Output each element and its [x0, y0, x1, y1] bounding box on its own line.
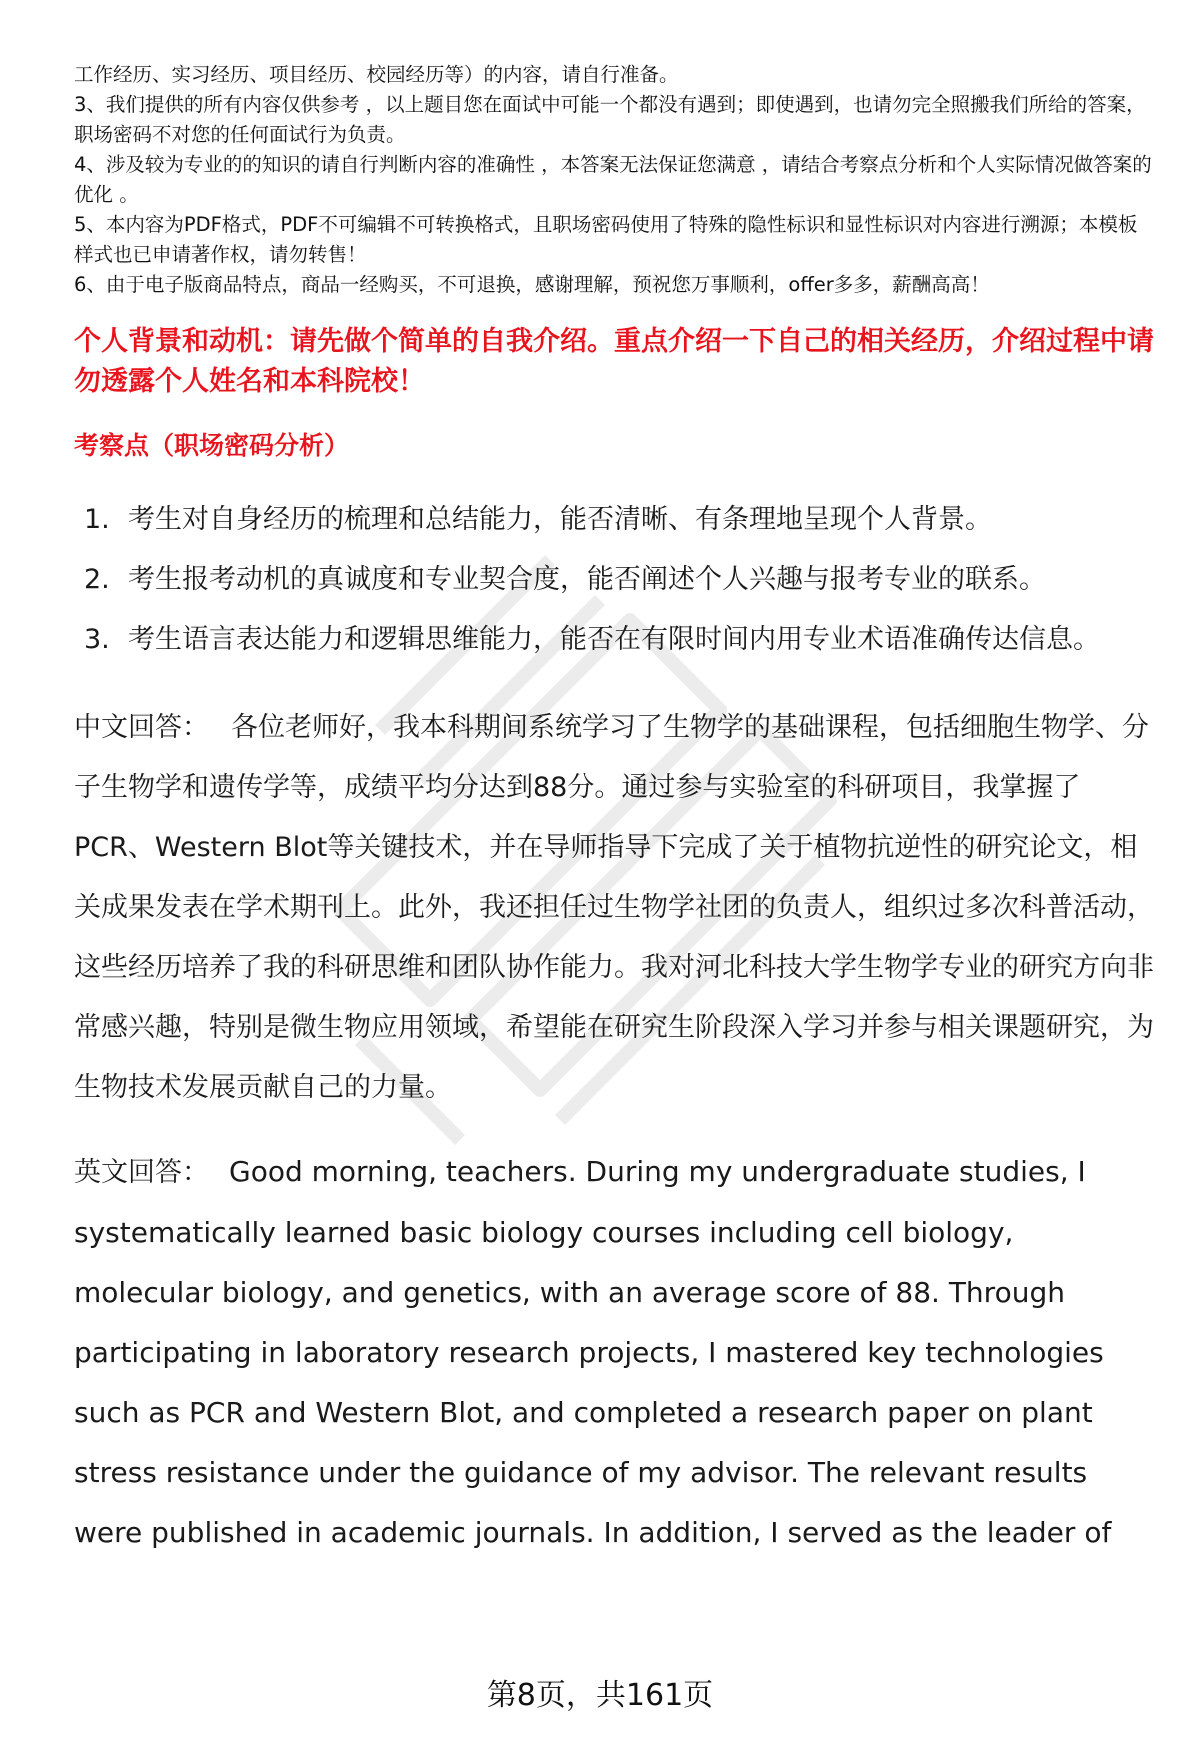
chinese-answer-label: 中文回答： — [74, 712, 209, 743]
analysis-points-list — [74, 490, 1154, 670]
list-item — [74, 550, 1154, 610]
note-line: 4、涉及较为专业的的知识的请自行判断内容的准确性 ，本答案无法保证您满意 ，请结合考察点分析和个人实际情况做答案的优化 。 — [74, 153, 1152, 206]
note-line: 5、本内容为PDF格式，PDF不可编辑不可转换格式，且职场密码使用了特殊的隐性标识和显性标识对内容进行溯源；本模板样式也已申请著作权，请勿转售！ — [74, 213, 1138, 266]
list-item — [74, 490, 1154, 550]
chinese-answer-text: 各位老师好，我本科期间系统学习了生物学的基础课程，包括细胞生物学、分子生物学和遗传学等，成绩平均分达到88分。通过参与实验室的科研项目，我掌握了PCR、Western Blot等关键技术，并在导师指导下完成了关于植物抗逆性的研究论文，相关成果发表在学术期刊上。此外，我还担任过生物学社团的负责人，组织过多次科普活动，这些经历培养了我的科研思维和团队协作能力。我对河北科技大学生物学专业的研究方向非常感兴趣，特别是微生物应用领域，希望能在研究生阶段深入学习并参与相关课题研究，为生物技术发展贡献自己的力量。 — [74, 712, 1154, 1103]
english-answer-text: Good morning, teachers. During my undergraduate studies, I systematically learned basic biology courses including cell biology, molecular biology, and genetics, with an average score of 88. Through participating in laboratory research projects, I mastered key technologies such as PCR and Western Blot, and completed a research paper on plant stress resistance under the guidance of my advisor. The relevant results were published in academic journals. In addition, I served as the leader of — [74, 1155, 1112, 1549]
question-title: 个人背景和动机：请先做个简单的自我介绍。重点介绍一下自己的相关经历，介绍过程中请勿透露个人姓名和本科院校！ — [74, 326, 1154, 397]
note-line: 6、由于电子版商品特点，商品一经购买，不可退换，感谢理解，预祝您万事顺利，offer多多，薪酬高高！ — [74, 273, 990, 296]
list-item-number: 1. — [84, 504, 110, 535]
list-item-text: 考生对自身经历的梳理和总结能力，能否清晰、有条理地呈现个人背景。 — [128, 504, 992, 535]
chinese-answer — [74, 698, 1154, 1118]
notes-section — [74, 60, 1154, 300]
page-content — [74, 60, 1154, 1563]
list-item-number: 3. — [84, 624, 110, 655]
page-number-footer: 第8页，共161页 — [486, 1678, 714, 1713]
note-line: 3、我们提供的所有内容仅供参考 ，以上题目您在面试中可能一个都没有遇到；即使遇到，也请勿完全照搬我们所给的答案，职场密码不对您的任何面试行为负责。 — [74, 93, 1146, 146]
english-answer-label: 英文回答： — [74, 1157, 209, 1188]
list-item-text: 考生语言表达能力和逻辑思维能力，能否在有限时间内用专业术语准确传达信息。 — [128, 624, 1100, 655]
analysis-title: 考察点（职场密码分析） — [74, 431, 350, 460]
list-item-text: 考生报考动机的真诚度和专业契合度，能否阐述个人兴趣与报考专业的联系。 — [128, 564, 1046, 595]
list-item-number: 2. — [84, 564, 110, 595]
list-item — [74, 610, 1154, 670]
english-answer — [74, 1142, 1154, 1563]
note-line: 工作经历、实习经历、项目经历、校园经历等）的内容，请自行准备。 — [74, 63, 679, 86]
